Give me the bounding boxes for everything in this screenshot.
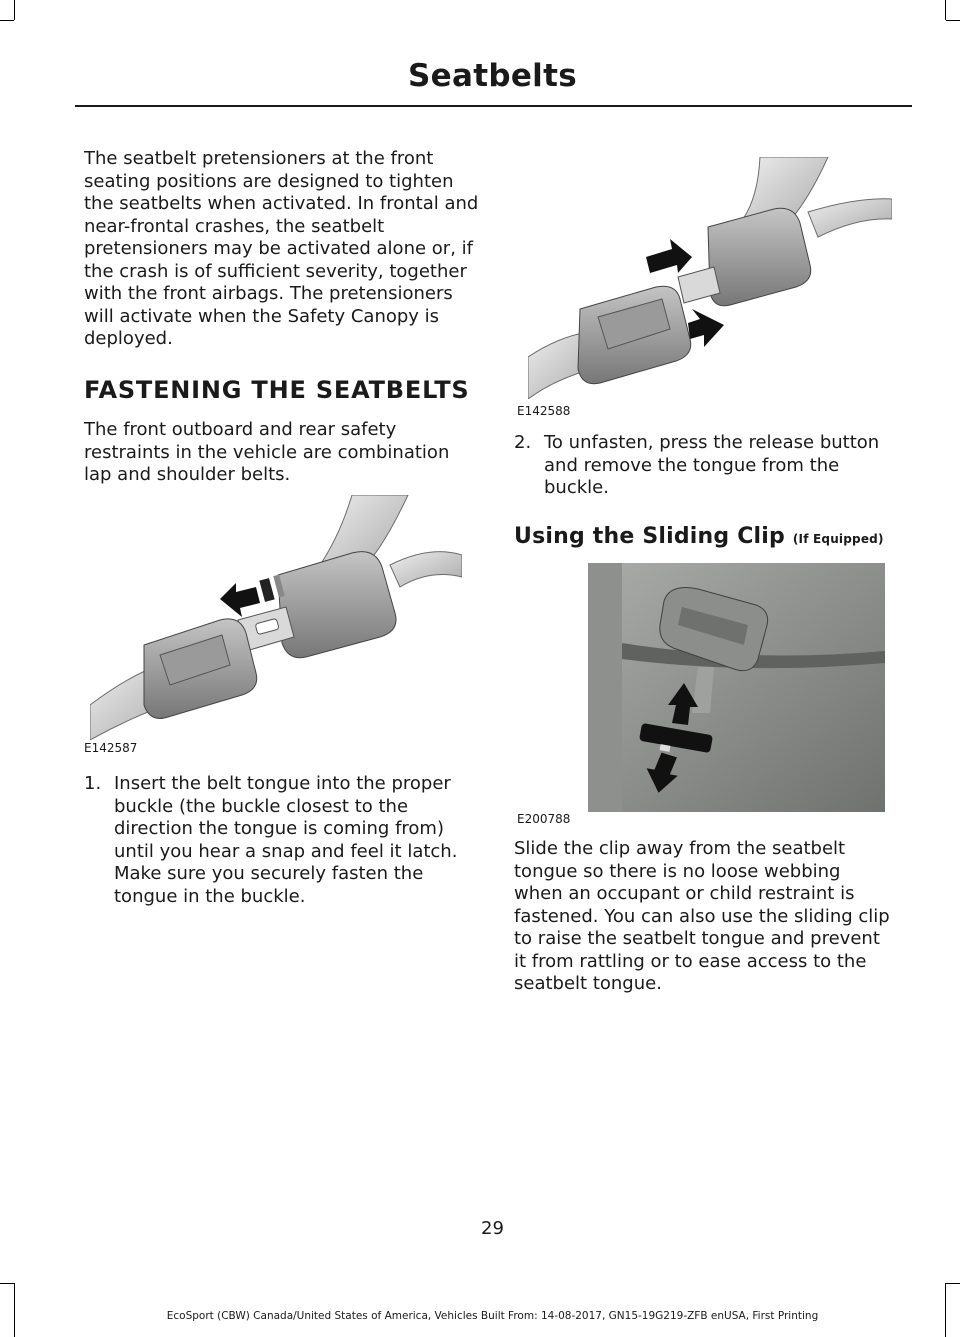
intro-paragraph: The seatbelt pretensioners at the front seating positions are designed to tighten the seatbelts when activated. In frontal and near-frontal crashes, the seatbelt pretensioners may be activated alone or, if the crash is of sufficient severity, together with the front airbags. The pretensioners will activate when the Safety Canopy is deployed.	[84, 148, 479, 349]
figure-buckle-fasten	[90, 495, 462, 740]
crop-mark-bottom-left-h	[0, 1283, 14, 1284]
right-para	[514, 838, 894, 996]
figure-code-e142588: E142588	[517, 404, 571, 418]
left-step-1	[84, 773, 480, 908]
step-text: Insert the belt tongue into the proper buckle (the buckle closest to the direction the tongue is coming from) until you hear a snap and feel it latch. Make sure you securely fasten the tongue in the buckle.	[114, 773, 458, 907]
page-title: Seatbelts	[408, 58, 577, 94]
left-column	[84, 148, 480, 487]
subsection-heading-text: Using the Sliding Clip	[514, 523, 785, 549]
figure-code-e200788: E200788	[517, 812, 571, 826]
header-rule	[75, 105, 912, 107]
crop-mark-top-right-v	[945, 0, 946, 20]
subsection-heading-note: (If Equipped)	[792, 531, 884, 546]
section-heading: FASTENING THE SEATBELTS	[84, 375, 470, 404]
step-number: 2.	[514, 432, 532, 453]
step-number: 1.	[84, 773, 102, 794]
sliding-clip-paragraph: Slide the clip away from the seatbelt tongue so there is no loose webbing when an occupant or child restraint is fastened. You can also use the sliding clip to raise the seatbelt tongue and prevent it from rattling or to ease access to the seatbelt tongue.	[514, 838, 890, 994]
figure-sliding-clip	[588, 563, 885, 812]
crop-mark-top-left-h	[0, 20, 14, 21]
right-step-2	[514, 432, 894, 550]
figure-code-e142587: E142587	[84, 741, 138, 755]
subsection-heading	[514, 523, 894, 551]
crop-mark-top-left-v	[14, 0, 15, 20]
intro-para-2: The front outboard and rear safety restraints in the vehicle are combination lap and shoulder belts.	[84, 419, 450, 485]
step-text: To unfasten, press the release button and remove the tongue from the buckle.	[544, 432, 880, 498]
figure-buckle-release	[528, 157, 892, 399]
page-number: 29	[481, 1218, 504, 1239]
crop-mark-bottom-right-h	[946, 1283, 960, 1284]
page-footer: EcoSport (CBW) Canada/United States of America, Vehicles Built From: 14-08-2017, GN15-19G219-ZFB enUSA, First Printing	[166, 1310, 819, 1322]
crop-mark-top-right-h	[946, 20, 960, 21]
